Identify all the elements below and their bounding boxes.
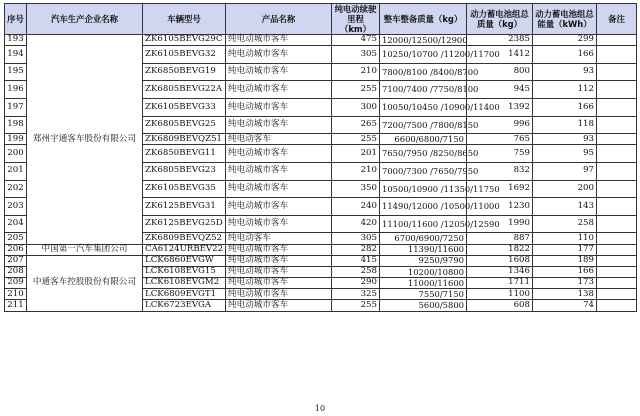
remarks-cell xyxy=(597,289,637,300)
battery-energy-cell: 173 xyxy=(533,278,597,289)
range-cell: 255 xyxy=(332,81,380,99)
remarks-cell xyxy=(597,145,637,163)
serial-number-cell: 203 xyxy=(5,198,27,216)
product-name-cell: 纯电动城市客车 xyxy=(226,145,332,163)
vehicle-model-cell: ZK6809BEVQZ52 xyxy=(143,233,226,244)
battery-mass-cell: 1822 xyxy=(467,244,533,255)
curb-mass-cell: 11490/12000 /10500/11000 xyxy=(380,198,467,216)
remarks-cell xyxy=(597,278,637,289)
vehicle-model-cell: ZK6809BEVQZ51 xyxy=(143,134,226,145)
serial-number-cell: 198 xyxy=(5,116,27,134)
vehicle-model-cell: CA6124URBEV22 xyxy=(143,244,226,255)
serial-number-cell: 204 xyxy=(5,215,27,233)
serial-number-cell: 207 xyxy=(5,255,27,266)
battery-energy-cell: 93 xyxy=(533,134,597,145)
curb-mass-cell: 12000/12500/12900 xyxy=(380,35,467,46)
battery-mass-cell: 765 xyxy=(467,134,533,145)
remarks-cell xyxy=(597,134,637,145)
serial-number-cell: 200 xyxy=(5,145,27,163)
battery-energy-cell: 299 xyxy=(533,35,597,46)
curb-mass-cell: 7550/7150 xyxy=(380,289,467,300)
remarks-cell xyxy=(597,162,637,180)
product-name-cell: 纯电动城市客车 xyxy=(226,98,332,116)
battery-energy-cell: 138 xyxy=(533,289,597,300)
range-cell: 240 xyxy=(332,198,380,216)
battery-mass-cell: 1990 xyxy=(467,215,533,233)
battery-mass-cell: 1392 xyxy=(467,98,533,116)
remarks-cell xyxy=(597,35,637,46)
battery-energy-cell: 97 xyxy=(533,162,597,180)
range-cell: 300 xyxy=(332,98,380,116)
vehicle-model-cell: ZK6850BEVG19 xyxy=(143,63,226,81)
serial-number-cell: 197 xyxy=(5,98,27,116)
curb-mass-cell: 10250/10700 /11200/11700 xyxy=(380,46,467,64)
battery-energy-cell: 112 xyxy=(533,81,597,99)
battery-mass-cell: 608 xyxy=(467,300,533,311)
range-cell: 350 xyxy=(332,180,380,198)
battery-mass-cell: 1608 xyxy=(467,255,533,266)
battery-energy-cell: 166 xyxy=(533,98,597,116)
serial-number-cell: 206 xyxy=(5,244,27,255)
header-row xyxy=(5,4,637,35)
vehicle-model-cell: ZK6805BEVG25 xyxy=(143,116,226,134)
battery-energy-cell: 166 xyxy=(533,46,597,64)
vehicle-model-cell: LCK6809EVGT1 xyxy=(143,289,226,300)
battery-mass-cell: 1230 xyxy=(467,198,533,216)
battery-mass-cell: 945 xyxy=(467,81,533,99)
range-cell: 201 xyxy=(332,145,380,163)
range-cell: 265 xyxy=(332,116,380,134)
battery-energy-cell: 95 xyxy=(533,145,597,163)
serial-number-cell: 199 xyxy=(5,134,27,145)
manufacturer-cell: 中通客车控股股份有限公司 xyxy=(27,255,143,311)
product-name-cell: 纯电动城市客车 xyxy=(226,215,332,233)
range-cell: 210 xyxy=(332,63,380,81)
battery-energy-cell: 143 xyxy=(533,198,597,216)
remarks-cell xyxy=(597,233,637,244)
header-battery-energy: 动力蓄电池组总能量（kWh） xyxy=(533,4,597,35)
range-cell: 255 xyxy=(332,134,380,145)
range-cell: 290 xyxy=(332,278,380,289)
product-name-cell: 纯电动城市客车 xyxy=(226,255,332,266)
battery-energy-cell: 118 xyxy=(533,116,597,134)
header-manufacturer: 汽车生产企业名称 xyxy=(27,4,143,35)
battery-energy-cell: 166 xyxy=(533,266,597,277)
range-cell: 255 xyxy=(332,300,380,311)
header-vehicle-model: 车辆型号 xyxy=(143,4,226,35)
battery-energy-cell: 200 xyxy=(533,180,597,198)
battery-energy-cell: 258 xyxy=(533,215,597,233)
battery-mass-cell: 1100 xyxy=(467,289,533,300)
battery-energy-cell: 110 xyxy=(533,233,597,244)
curb-mass-cell: 9250/9790 xyxy=(380,255,467,266)
manufacturer-cell: 郑州宇通客车股份有限公司 xyxy=(27,35,143,245)
product-name-cell: 纯电动城市客车 xyxy=(226,278,332,289)
product-name-cell: 纯电动客车 xyxy=(226,233,332,244)
serial-number-cell: 208 xyxy=(5,266,27,277)
range-cell: 305 xyxy=(332,46,380,64)
header-remarks: 备注 xyxy=(597,4,637,35)
product-name-cell: 纯电动客车 xyxy=(226,134,332,145)
remarks-cell xyxy=(597,98,637,116)
table-row xyxy=(5,244,637,255)
battery-energy-cell: 177 xyxy=(533,244,597,255)
serial-number-cell: 210 xyxy=(5,289,27,300)
header-serial-number: 序号 xyxy=(5,4,27,35)
vehicle-model-cell: LCK6723EVGA xyxy=(143,300,226,311)
curb-mass-cell: 11390/11600 xyxy=(380,244,467,255)
product-name-cell: 纯电动城市客车 xyxy=(226,35,332,46)
header-product-name: 产品名称 xyxy=(226,4,332,35)
product-name-cell: 纯电动城市客车 xyxy=(226,266,332,277)
battery-mass-cell: 759 xyxy=(467,145,533,163)
vehicle-model-cell: ZK6105BEVG29C xyxy=(143,35,226,46)
curb-mass-cell: 11100/11600 /12050/12590 xyxy=(380,215,467,233)
product-name-cell: 纯电动城市客车 xyxy=(226,289,332,300)
curb-mass-cell: 6600/6800/7150 xyxy=(380,134,467,145)
table-row xyxy=(5,255,637,266)
curb-mass-cell: 6700/6900/7250 xyxy=(380,233,467,244)
serial-number-cell: 201 xyxy=(5,162,27,180)
curb-mass-cell: 7650/7950 /8250/8650 xyxy=(380,145,467,163)
vehicle-model-cell: LCK6860EVGW xyxy=(143,255,226,266)
range-cell: 282 xyxy=(332,244,380,255)
battery-energy-cell: 93 xyxy=(533,63,597,81)
battery-mass-cell: 1346 xyxy=(467,266,533,277)
battery-energy-cell: 74 xyxy=(533,300,597,311)
remarks-cell xyxy=(597,300,637,311)
product-name-cell: 纯电动城市客车 xyxy=(226,198,332,216)
remarks-cell xyxy=(597,198,637,216)
range-cell: 258 xyxy=(332,266,380,277)
product-name-cell: 纯电动城市客车 xyxy=(226,180,332,198)
range-cell: 305 xyxy=(332,233,380,244)
serial-number-cell: 196 xyxy=(5,81,27,99)
vehicle-model-cell: ZK6105BEVG33 xyxy=(143,98,226,116)
battery-mass-cell: 1692 xyxy=(467,180,533,198)
serial-number-cell: 211 xyxy=(5,300,27,311)
vehicle-model-cell: ZK6805BEVG23 xyxy=(143,162,226,180)
battery-mass-cell: 1711 xyxy=(467,278,533,289)
remarks-cell xyxy=(597,46,637,64)
page-number: 10 xyxy=(314,404,326,413)
remarks-cell xyxy=(597,266,637,277)
vehicle-model-cell: LCK6108EVG15 xyxy=(143,266,226,277)
serial-number-cell: 193 xyxy=(5,35,27,46)
curb-mass-cell: 7800/8100 /8400/8700 xyxy=(380,63,467,81)
product-name-cell: 纯电动城市客车 xyxy=(226,46,332,64)
remarks-cell xyxy=(597,81,637,99)
vehicle-model-cell: ZK6105BEVG35 xyxy=(143,180,226,198)
serial-number-cell: 202 xyxy=(5,180,27,198)
curb-mass-cell: 7200/7500 /7800/8150 xyxy=(380,116,467,134)
vehicle-model-cell: ZK6125BEVG31 xyxy=(143,198,226,216)
vehicle-model-cell: LCK6108EVGM2 xyxy=(143,278,226,289)
product-name-cell: 纯电动城市客车 xyxy=(226,116,332,134)
battery-mass-cell: 2385 xyxy=(467,35,533,46)
curb-mass-cell: 11000/11600 xyxy=(380,278,467,289)
range-cell: 210 xyxy=(332,162,380,180)
remarks-cell xyxy=(597,116,637,134)
curb-mass-cell: 5600/5800 xyxy=(380,300,467,311)
product-name-cell: 纯电动城市客车 xyxy=(226,162,332,180)
curb-mass-cell: 10500/10900 /11350/11750 xyxy=(380,180,467,198)
battery-mass-cell: 832 xyxy=(467,162,533,180)
serial-number-cell: 209 xyxy=(5,278,27,289)
remarks-cell xyxy=(597,63,637,81)
serial-number-cell: 194 xyxy=(5,46,27,64)
curb-mass-cell: 10200/10800 xyxy=(380,266,467,277)
range-cell: 420 xyxy=(332,215,380,233)
manufacturer-cell: 中国第一汽车集团公司 xyxy=(27,244,143,255)
product-name-cell: 纯电动城市客车 xyxy=(226,63,332,81)
battery-mass-cell: 800 xyxy=(467,63,533,81)
serial-number-cell: 205 xyxy=(5,233,27,244)
remarks-cell xyxy=(597,244,637,255)
header-curb-mass: 整车整备质量（kg） xyxy=(380,4,467,35)
vehicle-model-cell: ZK6805BEVG22A xyxy=(143,81,226,99)
product-name-cell: 纯电动城市客车 xyxy=(226,81,332,99)
curb-mass-cell: 7100/7400 /7750/8100 xyxy=(380,81,467,99)
range-cell: 475 xyxy=(332,35,380,46)
battery-mass-cell: 1412 xyxy=(467,46,533,64)
serial-number-cell: 195 xyxy=(5,63,27,81)
range-cell: 415 xyxy=(332,255,380,266)
remarks-cell xyxy=(597,255,637,266)
header-battery-mass: 动力蓄电池组总质量（kg） xyxy=(467,4,533,35)
curb-mass-cell: 7000/7300 /7650/7950 xyxy=(380,162,467,180)
vehicle-model-cell: ZK6105BEVG32 xyxy=(143,46,226,64)
product-name-cell: 纯电动城市客车 xyxy=(226,244,332,255)
header-range: 纯电动续驶里程（km） xyxy=(332,4,380,35)
vehicle-model-cell: ZK6850BEVG11 xyxy=(143,145,226,163)
battery-energy-cell: 189 xyxy=(533,255,597,266)
table-row xyxy=(5,35,637,46)
product-name-cell: 纯电动城市客车 xyxy=(226,300,332,311)
range-cell: 325 xyxy=(332,289,380,300)
vehicle-model-cell: ZK6125BEVG25D xyxy=(143,215,226,233)
vehicle-catalog-table xyxy=(4,3,637,312)
battery-mass-cell: 887 xyxy=(467,233,533,244)
remarks-cell xyxy=(597,180,637,198)
remarks-cell xyxy=(597,215,637,233)
battery-mass-cell: 996 xyxy=(467,116,533,134)
table-body xyxy=(5,35,637,312)
curb-mass-cell: 10050/10450 /10900/11400 xyxy=(380,98,467,116)
